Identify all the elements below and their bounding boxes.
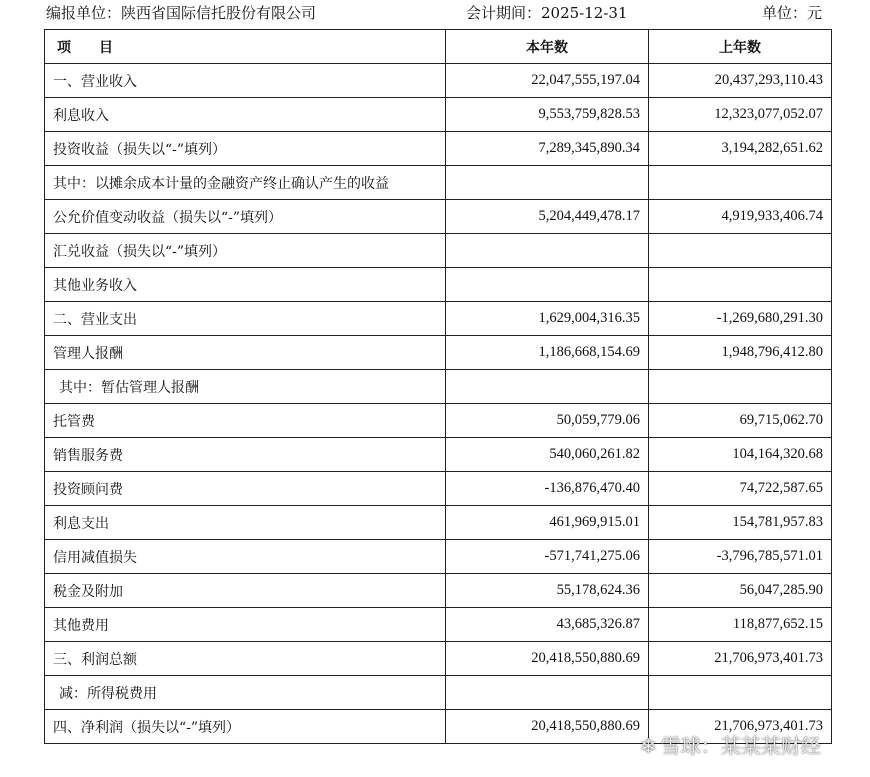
table-row: [45, 98, 832, 132]
prior-year-value: 74,722,587.65: [649, 472, 832, 506]
row-label: 公允价值变动收益（损失以“-”填列）: [45, 200, 446, 234]
current-year-value: [446, 234, 649, 268]
prior-year-value: -3,796,785,571.01: [649, 540, 832, 574]
prior-year-value: [649, 370, 832, 404]
prior-year-value: 1,948,796,412.80: [649, 336, 832, 370]
prior-year-value: 12,323,077,052.07: [649, 98, 832, 132]
row-label: 其他业务收入: [45, 268, 446, 302]
table-row: [45, 676, 832, 710]
prior-year-value: 118,877,652.15: [649, 608, 832, 642]
table-row: [45, 540, 832, 574]
table-row: [45, 404, 832, 438]
current-year-value: -136,876,470.40: [446, 472, 649, 506]
current-year-value: [446, 268, 649, 302]
report-header: [0, 0, 870, 26]
table-row: [45, 438, 832, 472]
column-header-prior-year: 上年数: [649, 30, 832, 64]
table-row: [45, 166, 832, 200]
reporting-entity: 编报单位：陕西省国际信托股份有限公司: [46, 4, 317, 22]
accounting-period: 会计期间：2025-12-31: [466, 4, 628, 22]
current-year-value: 20,418,550,880.69: [446, 710, 649, 744]
current-year-value: 43,685,326.87: [446, 608, 649, 642]
row-label: 信用减值损失: [45, 540, 446, 574]
watermark: [640, 730, 821, 759]
prior-year-value: [649, 234, 832, 268]
row-label: 二、营业支出: [45, 302, 446, 336]
table-row: [45, 132, 832, 166]
income-statement-table: [44, 29, 832, 744]
table-row: [45, 64, 832, 98]
row-label: 税金及附加: [45, 574, 446, 608]
row-label: 其中：以摊余成本计量的金融资产终止确认产生的收益: [45, 166, 446, 200]
prior-year-value: 69,715,062.70: [649, 404, 832, 438]
column-header-current-year: 本年数: [446, 30, 649, 64]
current-year-value: 50,059,779.06: [446, 404, 649, 438]
row-label: 利息支出: [45, 506, 446, 540]
current-year-value: [446, 676, 649, 710]
row-label: 一、营业收入: [45, 64, 446, 98]
current-year-value: [446, 166, 649, 200]
row-label: 销售服务费: [45, 438, 446, 472]
table-row: [45, 302, 832, 336]
row-label: 三、利润总额: [45, 642, 446, 676]
currency-unit: 单位：元: [761, 4, 822, 22]
watermark-text: 雪球：某某某财经: [660, 734, 821, 758]
current-year-value: 1,629,004,316.35: [446, 302, 649, 336]
snowball-logo-icon: ❄: [640, 734, 657, 758]
table-row: [45, 200, 832, 234]
table-row: [45, 574, 832, 608]
prior-year-value: [649, 268, 832, 302]
prior-year-value: [649, 676, 832, 710]
table-body: [45, 64, 832, 744]
row-label: 投资收益（损失以“-”填列）: [45, 132, 446, 166]
column-header-item: 项 目: [45, 30, 446, 64]
prior-year-value: 21,706,973,401.73: [649, 642, 832, 676]
row-label: 四、净利润（损失以“-”填列）: [45, 710, 446, 744]
row-label: 减：所得税费用: [45, 676, 446, 710]
table-row: [45, 608, 832, 642]
prior-year-value: -1,269,680,291.30: [649, 302, 832, 336]
current-year-value: 20,418,550,880.69: [446, 642, 649, 676]
prior-year-value: [649, 166, 832, 200]
table-row: [45, 370, 832, 404]
current-year-value: [446, 370, 649, 404]
current-year-value: 5,204,449,478.17: [446, 200, 649, 234]
table-row: [45, 268, 832, 302]
row-label: 其他费用: [45, 608, 446, 642]
current-year-value: -571,741,275.06: [446, 540, 649, 574]
prior-year-value: 104,164,320.68: [649, 438, 832, 472]
row-label: 汇兑收益（损失以“-”填列）: [45, 234, 446, 268]
current-year-value: 9,553,759,828.53: [446, 98, 649, 132]
current-year-value: 1,186,668,154.69: [446, 336, 649, 370]
current-year-value: 55,178,624.36: [446, 574, 649, 608]
row-label: 利息收入: [45, 98, 446, 132]
table-header-row: [45, 30, 832, 64]
prior-year-value: 56,047,285.90: [649, 574, 832, 608]
table-row: [45, 642, 832, 676]
table-row: [45, 472, 832, 506]
row-label: 其中：暂估管理人报酬: [45, 370, 446, 404]
current-year-value: 540,060,261.82: [446, 438, 649, 472]
table-row: [45, 336, 832, 370]
table-row: [45, 234, 832, 268]
current-year-value: 7,289,345,890.34: [446, 132, 649, 166]
prior-year-value: 20,437,293,110.43: [649, 64, 832, 98]
prior-year-value: 4,919,933,406.74: [649, 200, 832, 234]
current-year-value: 461,969,915.01: [446, 506, 649, 540]
prior-year-value: 3,194,282,651.62: [649, 132, 832, 166]
table-row: [45, 506, 832, 540]
row-label: 投资顾问费: [45, 472, 446, 506]
prior-year-value: 154,781,957.83: [649, 506, 832, 540]
prior-year-value: 21,706,973,401.73: [649, 710, 832, 744]
current-year-value: 22,047,555,197.04: [446, 64, 649, 98]
row-label: 托管费: [45, 404, 446, 438]
row-label: 管理人报酬: [45, 336, 446, 370]
